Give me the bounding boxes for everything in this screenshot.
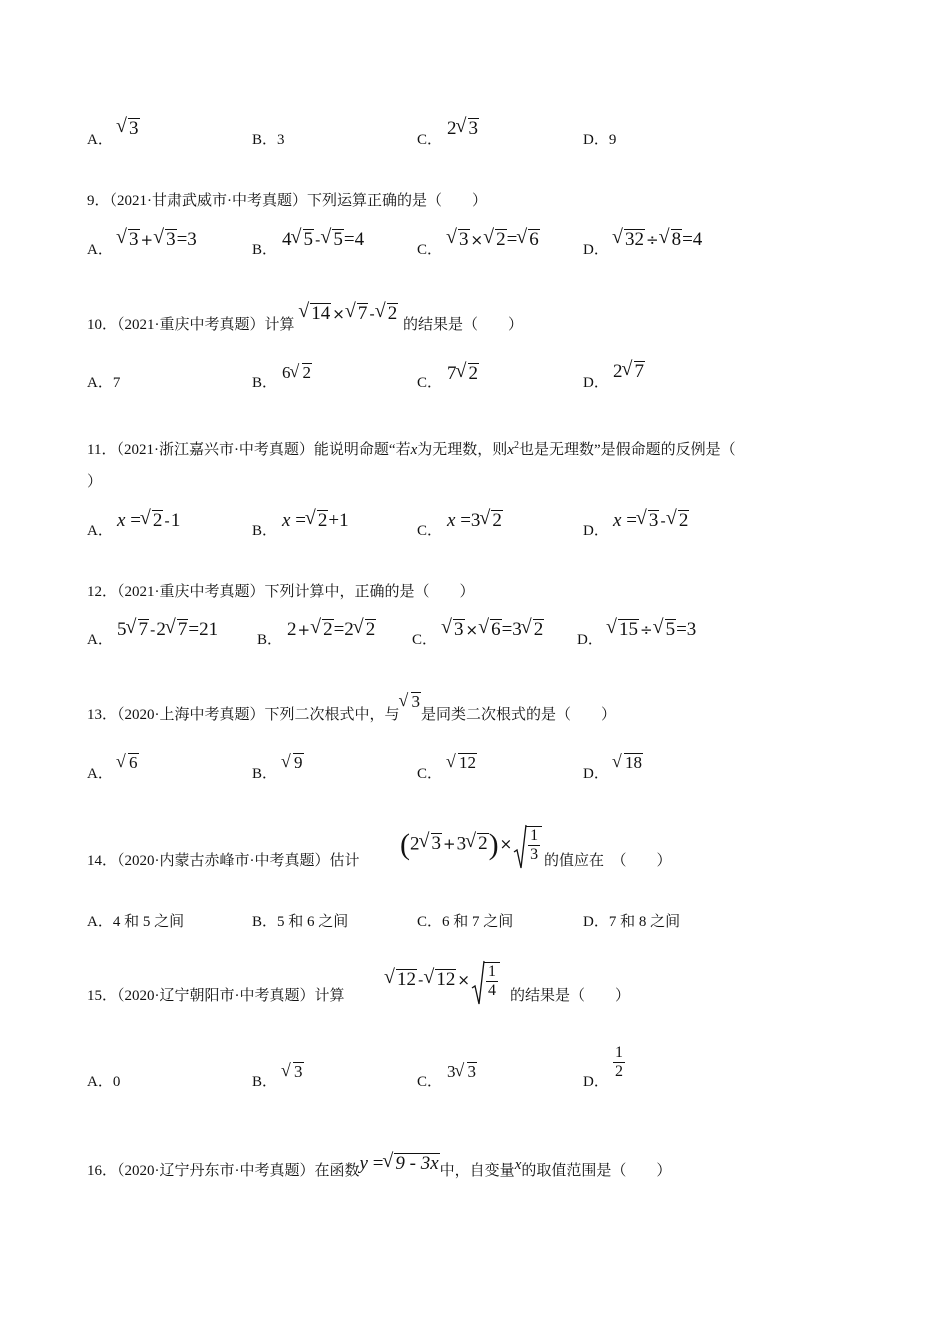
radicand: 2 [678, 510, 689, 531]
q10-option-a [87, 373, 120, 393]
variable: y [359, 1153, 368, 1174]
result: =3 [676, 619, 697, 640]
radicand: 2 [387, 303, 398, 324]
q11-stem [87, 436, 736, 460]
coefficient: 2 [613, 361, 623, 382]
q12-option-b: B． [257, 632, 283, 648]
q14-option-d: D．7 和 8 之间 [583, 914, 681, 930]
radicand: 14 [311, 303, 331, 324]
q14-stem [87, 851, 360, 871]
exponent: 2 [513, 440, 519, 451]
stem-prefix: 10．（2021·重庆中考真题）计算 [87, 317, 295, 333]
q13-option-b: B． [252, 766, 278, 782]
stem-suffix: 的结果是（ ） [403, 317, 524, 333]
radicand: 3 [468, 118, 478, 139]
coefficient: 3 [456, 833, 467, 855]
denominator: 4 [488, 982, 496, 999]
option-label: C． [417, 132, 443, 148]
coefficient: 2 [410, 833, 420, 855]
coefficient: 6 [282, 363, 291, 382]
radicand: 3 [129, 118, 139, 139]
radicand: 3 [411, 692, 420, 711]
q11-d-math: x =√ 3 -√ 2 [613, 510, 689, 531]
stem-middle: 为无理数，则 [417, 442, 508, 458]
q9-stem: 9．（2021·甘肃武威市·中考真题）下列运算正确的是（ ） [87, 193, 487, 209]
radicand: 12 [397, 969, 416, 991]
radicand: 18 [625, 753, 642, 772]
radicand: 32 [625, 229, 644, 250]
radicand: 5 [303, 229, 313, 250]
q15-stem: 15．（2020·辽宁朝阳市·中考真题）计算 [87, 988, 345, 1004]
option-value: 0 [112, 1074, 121, 1090]
result: =21 [188, 619, 219, 640]
radicand: 2 [533, 619, 544, 640]
q8-option-c [417, 130, 442, 150]
radicand: 3 [129, 229, 139, 250]
q12-c-math: √ 3 ×√ 6=3√ 2 [442, 619, 544, 640]
q15-option-d: D． [583, 1074, 609, 1090]
radicand: 2 [496, 229, 506, 250]
q12-option-a: A． [87, 632, 113, 648]
q9-option-d: D． [583, 242, 609, 258]
q9-option-b: B． [252, 242, 278, 258]
q11-option-a: A． [87, 523, 113, 539]
radicand: 2 [468, 363, 478, 384]
radicand: 3 [459, 229, 469, 250]
option-value: 3 [277, 132, 285, 148]
q15-option-a [87, 1072, 120, 1092]
q11-b-math: x =√ 2+1 [282, 510, 349, 531]
radicand: 15 [619, 619, 638, 640]
option-label: A． [87, 132, 113, 148]
q8-option-b [252, 130, 285, 150]
denominator: 3 [530, 846, 539, 863]
q14-stem-suffix: 的值应在 （ ） [544, 853, 672, 869]
option-label: B． [252, 132, 278, 148]
coefficient: 3 [447, 1062, 456, 1081]
radicand: 3 [166, 229, 176, 250]
q13-option-d: D． [583, 766, 609, 782]
stem-suffix: 的取值范围是（ ） [521, 1163, 672, 1179]
q8-c-math [447, 118, 479, 139]
result: =3 [501, 619, 522, 640]
stem-prefix: 14．（2020·内蒙古赤峰市·中考真题）估计 [87, 853, 360, 869]
radicand: 12 [436, 969, 456, 991]
q8-option-a [87, 130, 113, 150]
q12-stem: 12．（2021·重庆中考真题）下列计算中，正确的是（ ） [87, 584, 475, 600]
variable: x [507, 442, 514, 458]
q14-option-b: B．5 和 6 之间 [252, 914, 349, 930]
q10-b-math [282, 363, 312, 383]
q13-option-c: C． [417, 766, 443, 782]
radicand: 8 [671, 229, 682, 250]
radicand: 3 [648, 510, 659, 531]
q8-option-d [583, 130, 616, 150]
q11-a-math: x =√ 2 -1 [117, 510, 180, 531]
q15-d-math [613, 1044, 625, 1081]
radicand: 6 [529, 229, 539, 250]
q11-c-math: x =3√ 2 [447, 510, 503, 531]
q15-stem-suffix: 的结果是（ ） [510, 988, 631, 1004]
result: =3 [176, 229, 197, 250]
q13-stem [87, 692, 617, 725]
q13-option-a: A． [87, 766, 113, 782]
radicand: 5 [665, 619, 676, 640]
q14-option-c: C．6 和 7 之间 [417, 914, 514, 930]
option-label: A． [87, 375, 113, 391]
q10-option-b: B． [252, 375, 278, 391]
q13-b-math [282, 753, 304, 773]
q10-d-math [613, 361, 645, 382]
q15-expression: √ 12 -√ 12 × $\frac{1}{4}$ [385, 962, 500, 1012]
constant: +1 [328, 510, 349, 531]
q15-option-c: C． [417, 1074, 443, 1090]
q15-b-math [282, 1062, 304, 1082]
coefficient: 2 [156, 619, 166, 640]
radicand: 7 [634, 361, 644, 382]
radicand: 6 [491, 619, 501, 640]
q15-c-math [447, 1062, 477, 1082]
radicand: 2 [478, 833, 488, 855]
q11-stem-line2: ） [87, 474, 103, 490]
radicand: 3 [294, 1062, 303, 1081]
coefficient: 4 [282, 229, 292, 250]
result: =4 [343, 229, 365, 250]
result: =4 [682, 229, 703, 250]
q14-expression: (2√ 3 +3√ 2)× $\frac{1}{3}$ [400, 826, 542, 876]
q9-b-math: 4√ 5 -√ 5=4 [282, 229, 364, 250]
stem-prefix: 16．（2020·辽宁丹东市·中考真题）在函数 [87, 1163, 360, 1179]
radicand: 9 - 3x [395, 1153, 439, 1174]
variable: x [410, 442, 418, 458]
q9-option-c: C． [417, 242, 443, 258]
option-value: 9 [608, 132, 617, 148]
stem-prefix: 13．（2020·上海中考真题）下列二次根式中，与 [87, 707, 400, 723]
radicand: 7 [138, 619, 148, 640]
radicand: 3 [454, 619, 464, 640]
numerator: 1 [488, 963, 496, 980]
radicand: 2 [323, 619, 333, 640]
q12-a-math: 5√ 7 -2√ 7=21 [117, 619, 218, 640]
constant: 1 [170, 510, 181, 531]
radicand: 3 [431, 833, 441, 855]
q10-stem: 10．（2021·重庆中考真题）计算 √ 14 ×√ 7 -√ 2 的结果是（ ） [87, 313, 523, 335]
q13-c-math [447, 753, 477, 773]
q12-option-d: D． [577, 632, 603, 648]
q15-option-b: B． [252, 1074, 278, 1090]
radicand: 2 [152, 510, 163, 531]
stem-suffix: 也是无理数”是假命题的反例是（ [518, 442, 736, 458]
radicand: 3 [467, 1062, 476, 1081]
result: =2 [333, 619, 354, 640]
numerator: 1 [615, 1044, 623, 1061]
q11-option-d: D． [583, 523, 609, 539]
variable: x [514, 1157, 522, 1173]
numerator: 1 [530, 827, 539, 844]
q10-option-d: D． [583, 375, 609, 391]
coefficient: 2 [447, 118, 457, 139]
q13-d-math [613, 753, 643, 773]
q8-a-math [117, 118, 140, 139]
q11-option-b: B． [252, 523, 278, 539]
q10-c-math [447, 363, 479, 384]
q12-option-c: C． [412, 632, 438, 648]
q12-b-math: 2+√ 2=2√ 2 [287, 619, 376, 640]
option-label: A． [87, 1074, 113, 1090]
q13-a-math [117, 753, 139, 773]
radical-sign [471, 960, 485, 1006]
radicand: 7 [357, 303, 368, 324]
radicand: 5 [333, 229, 343, 250]
radicand: 6 [129, 753, 138, 772]
radicand: 7 [177, 619, 188, 640]
constant: 2 [287, 619, 297, 640]
stem-middle: 中，自变量 [439, 1163, 515, 1179]
radical-sign [513, 824, 527, 870]
radicand: 2 [302, 363, 311, 382]
q9-option-a: A． [87, 242, 113, 258]
option-label: D． [583, 132, 609, 148]
option-value: 7 [112, 375, 121, 391]
q16-stem: 16．（2020·辽宁丹东市·中考真题）在函数y =√ 9 - 3x中，自变量x的取值范围是（ ） [87, 1159, 671, 1181]
radicand: 2 [365, 619, 376, 640]
stem-suffix: 是同类二次根式的是（ ） [421, 707, 617, 723]
radicand: 2 [317, 510, 328, 531]
denominator: 2 [615, 1063, 623, 1080]
coefficient: 7 [447, 363, 457, 384]
radicand: 2 [492, 510, 502, 531]
q12-d-math: √ 15 ÷√ 5=3 [607, 619, 696, 640]
coefficient: 3 [470, 510, 481, 531]
q10-option-c: C． [417, 375, 443, 391]
coefficient: 5 [117, 619, 127, 640]
q9-a-math: √ 3 +√ 3=3 [117, 229, 197, 250]
q9-d-math: √ 32 ÷√ 8=4 [613, 229, 702, 250]
q14-option-a: A．4 和 5 之间 [87, 914, 185, 930]
stem-prefix: 11．（2021·浙江嘉兴市·中考真题）能说明命题“若 [87, 442, 411, 458]
q9-c-math: √ 3 ×√ 2=√ 6 [447, 229, 540, 250]
q11-option-c: C． [417, 523, 443, 539]
radicand: 12 [459, 753, 476, 772]
radicand: 9 [294, 753, 303, 772]
